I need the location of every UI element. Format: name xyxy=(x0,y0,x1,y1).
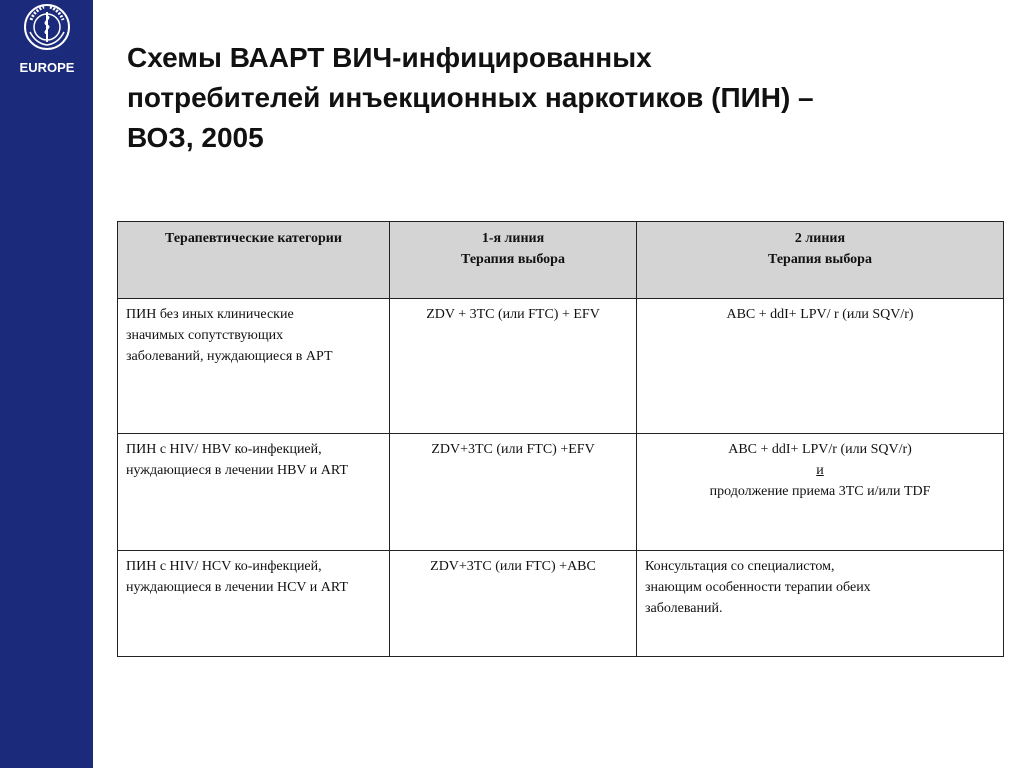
cell-category: ПИН с HIV/ HCV ко-инфекцией, нуждающиеся в лечении HCV и ART xyxy=(118,551,390,657)
title-line-2: потребителей инъекционных наркотиков (ПИН) – xyxy=(127,82,814,113)
who-europe-logo xyxy=(12,2,82,82)
header-second-line: 2 линия Терапия выбора xyxy=(637,222,1004,299)
cell-first-line: ZDV + 3TC (или FTC) + EFV xyxy=(390,299,637,434)
title-line-1: Схемы ВААРТ ВИЧ-инфицированных xyxy=(127,42,652,73)
cell-first-line: ZDV+3TC (или FTC) +EFV xyxy=(390,434,637,551)
header-first-line: 1-я линия Терапия выбора xyxy=(390,222,637,299)
logo-europe-text: EUROPE xyxy=(19,60,75,75)
cell-first-line: ZDV+3TC (или FTC) +ABC xyxy=(390,551,637,657)
table-row xyxy=(118,551,1004,657)
header-categories: Терапевтические категории xyxy=(118,222,390,299)
table-header-row xyxy=(118,222,1004,299)
table-row xyxy=(118,299,1004,434)
cell-category: ПИН без иных клинические значимых сопутствующих заболеваний, нуждающиеся в АРТ xyxy=(118,299,390,434)
cell-category: ПИН с HIV/ HBV ко-инфекцией, нуждающиеся в лечении HBV и ART xyxy=(118,434,390,551)
table-row xyxy=(118,434,1004,551)
sidebar-band xyxy=(0,0,93,768)
cell-second-line: ABC + ddI+ LPV/ r (или SQV/r) xyxy=(637,299,1004,434)
page-title xyxy=(127,38,997,158)
treatment-table xyxy=(117,221,1004,657)
who-emblem-icon xyxy=(22,2,72,52)
cell-second-line: ABC + ddI+ LPV/r (или SQV/r) и продолжение приема 3TC и/или TDF xyxy=(637,434,1004,551)
title-line-3: ВОЗ, 2005 xyxy=(127,122,264,153)
cell-second-line: Консультация со специалистом, знающим особенности терапии обеих заболеваний. xyxy=(637,551,1004,657)
